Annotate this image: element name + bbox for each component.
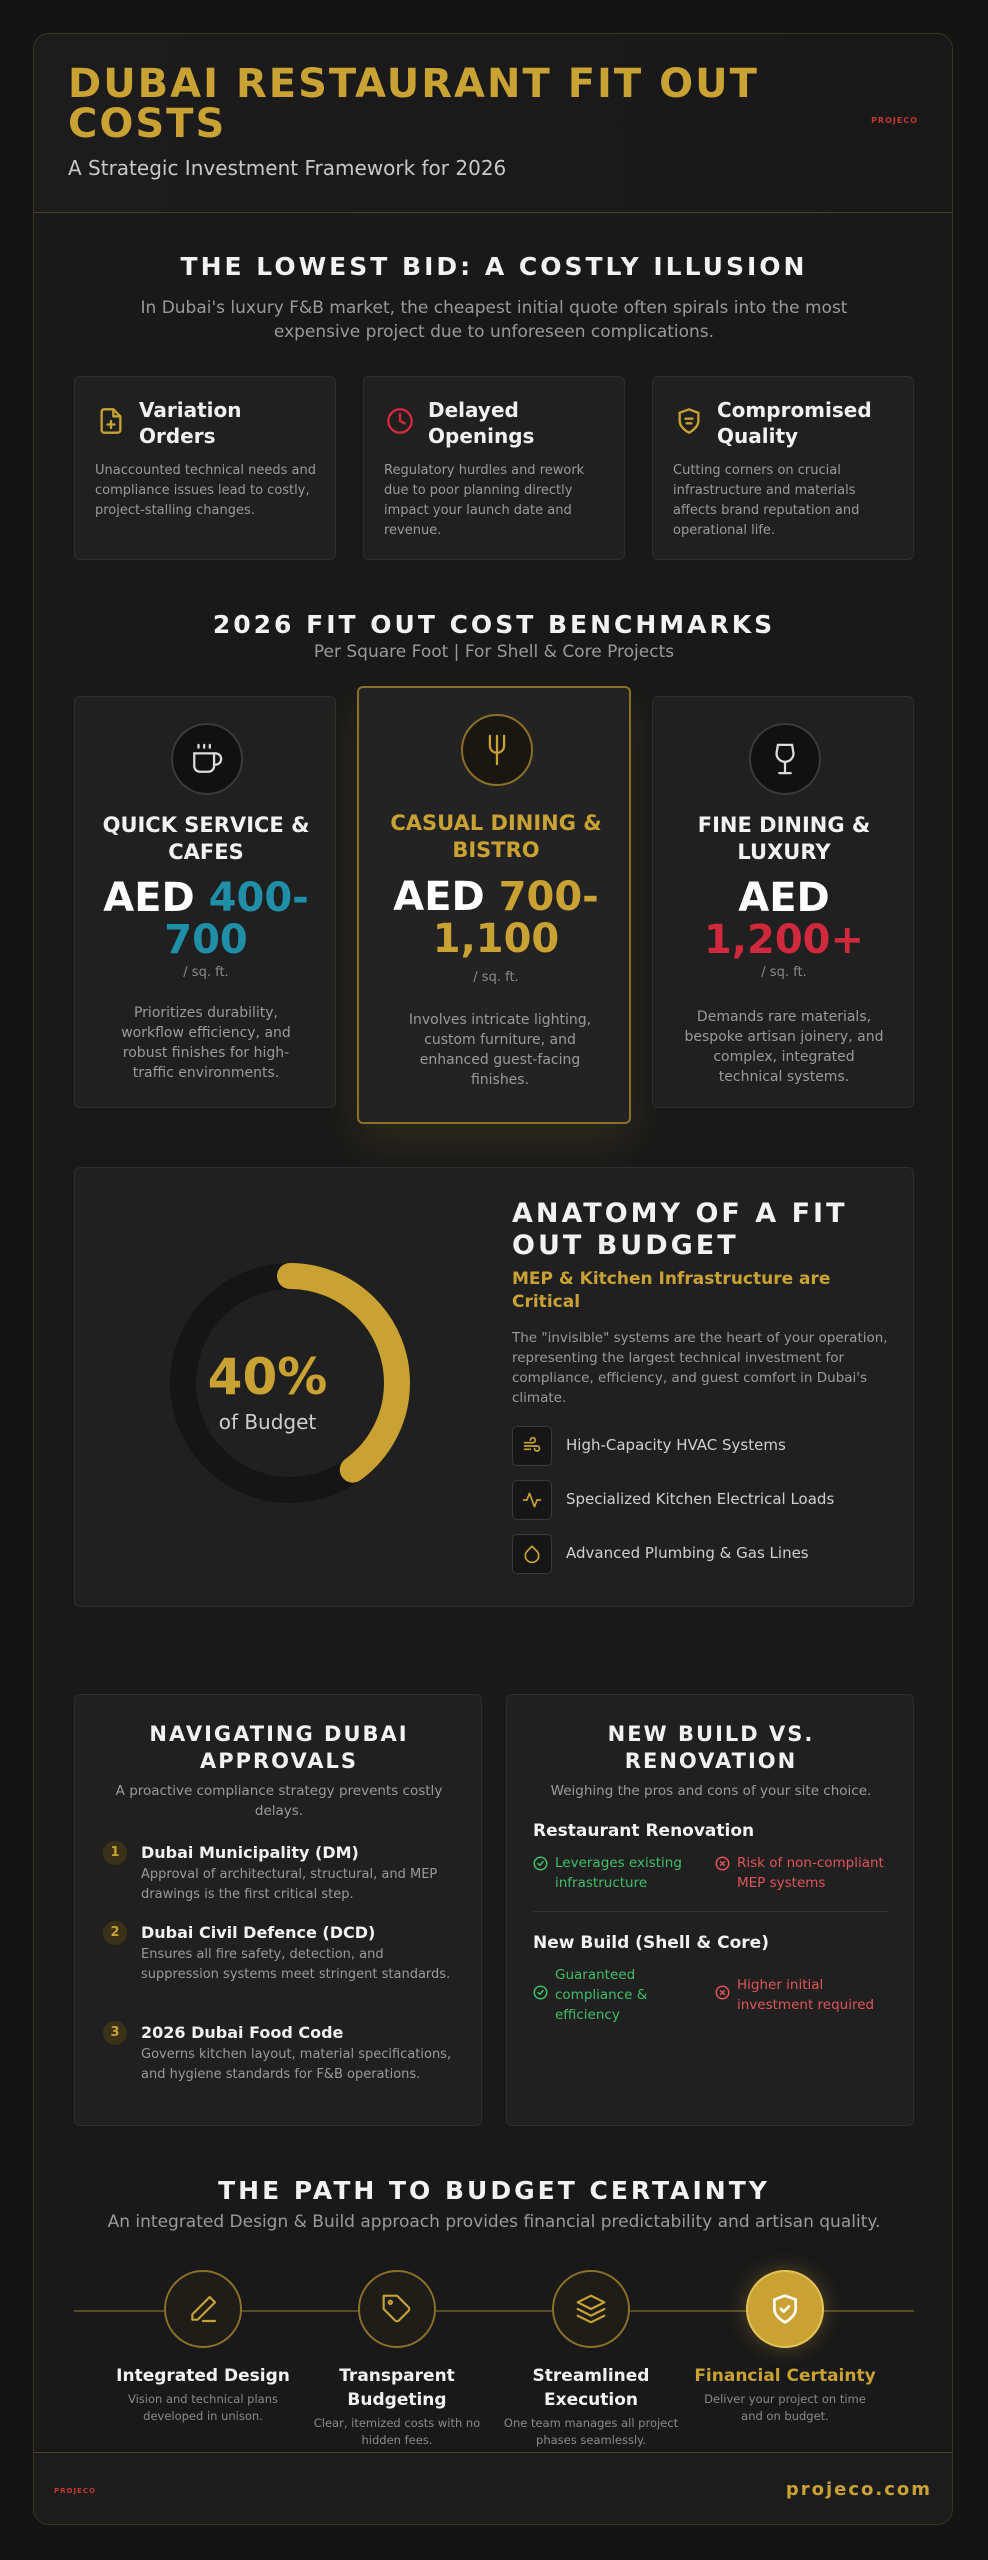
buildvs-subtitle: Weighing the pros and cons of your site choice. — [550, 1783, 872, 1799]
price-tag-icon — [381, 2293, 413, 2325]
step-title: Dubai Municipality (DM) — [141, 1843, 359, 1862]
water-drop-icon — [512, 1534, 552, 1574]
approvals-subtitle: A proactive compliance strategy prevents costly delays. — [115, 1783, 443, 1819]
benchmark-name: FINE DINING & LUXURY — [697, 813, 871, 864]
price-range: 400-700 — [164, 875, 309, 963]
step-desc: Governs kitchen layout, material specifications, and hygiene standards for F&B operations. — [141, 2047, 452, 2082]
mep-label: Advanced Plumbing & Gas Lines — [566, 1544, 809, 1562]
step-number: 2 — [103, 1921, 127, 1945]
path-step-title: Financial Certainty — [694, 2366, 876, 2386]
risk-desc: Unaccounted technical needs and compliance issues lead to costly, project-stalling changes. — [95, 463, 316, 518]
benchmark-card-quick-service — [74, 696, 336, 1108]
con-text: Higher initial investment required — [737, 1977, 875, 2013]
risk-desc: Cutting corners on crucial infrastructure and materials affects brand reputation and operational life. — [673, 463, 860, 538]
benchmark-price — [375, 876, 617, 960]
shield-check-icon — [769, 2293, 801, 2325]
benchmark-price — [85, 877, 327, 961]
benchmark-desc: Involves intricate lighting, custom furniture, and enhanced guest-facing finishes. — [408, 1012, 592, 1088]
price-prefix: AED — [393, 874, 499, 920]
wine-glass-icon — [768, 742, 802, 776]
benchmark-icon-circle — [171, 723, 243, 795]
pen-icon — [187, 2293, 219, 2325]
risk-title: Variation Orders — [139, 398, 242, 448]
footer-logo: PROJECO — [54, 2487, 96, 2495]
mep-item-hvac — [512, 1426, 892, 1466]
budget-percent-caption: of Budget — [218, 1410, 317, 1434]
benchmark-card-casual-dining — [357, 686, 631, 1124]
risk-card-variation — [74, 376, 336, 560]
path-step-title: Integrated Design — [116, 2366, 290, 2386]
check-circle-icon — [533, 1985, 548, 2000]
approvals-panel — [74, 1694, 482, 2126]
benchmark-price — [663, 877, 905, 961]
step-title: Dubai Civil Defence (DCD) — [141, 1923, 376, 1942]
benchmark-icon-circle — [749, 723, 821, 795]
infographic-frame — [33, 33, 953, 2525]
budget-percent: 40% — [207, 1348, 328, 1406]
risk-title: Delayed Openings — [428, 398, 535, 448]
path-step-title-text: Transparent Budgeting — [339, 2366, 455, 2410]
option-title: New Build (Shell & Core) — [533, 1933, 769, 1953]
check-circle-icon — [533, 1856, 548, 1871]
price-prefix: AED — [103, 875, 209, 921]
price-range: 700-1,100 — [432, 874, 599, 962]
step-desc: Ensures all fire safety, detection, and suppression systems meet stringent standards. — [141, 1947, 451, 1982]
pro-text: Guaranteed compliance & efficiency — [555, 1967, 648, 2023]
layers-icon — [575, 2293, 607, 2325]
benchmarks-title: 2026 FIT OUT COST BENCHMARKS — [212, 610, 776, 639]
price-prefix: AED — [738, 875, 830, 921]
benchmark-name: QUICK SERVICE & CAFES — [102, 813, 310, 864]
risk-title: Compromised Quality — [717, 398, 872, 448]
path-step-desc: Deliver your project on time and on budget. — [704, 2392, 866, 2423]
mep-item-electrical — [512, 1480, 892, 1520]
x-circle-icon — [715, 1985, 730, 2000]
step-desc: Approval of architectural, structural, and MEP drawings is the first critical step. — [141, 1867, 438, 1902]
risk-card-quality — [652, 376, 914, 560]
benchmarks-subtitle: Per Square Foot | For Shell & Core Projects — [313, 642, 675, 662]
path-step-title — [491, 2364, 691, 2412]
pro-text: Leverages existing infrastructure — [555, 1855, 682, 1891]
file-plus-icon — [97, 407, 125, 435]
mep-label: Specialized Kitchen Electrical Loads — [566, 1490, 835, 1508]
mep-label: High-Capacity HVAC Systems — [566, 1436, 786, 1454]
path-step-desc: Vision and technical plans developed in unison. — [128, 2392, 278, 2423]
budget-anatomy-panel — [74, 1167, 914, 1607]
anatomy-subtitle: MEP & Kitchen Infrastructure are Critical — [512, 1269, 831, 1312]
hvac-wind-icon — [512, 1426, 552, 1466]
electric-pulse-icon — [512, 1480, 552, 1520]
benchmark-desc: Prioritizes durability, workflow efficiency, and robust finishes for high-traffic environments. — [121, 1005, 291, 1081]
illusion-title: THE LOWEST BID: A COSTLY ILLUSION — [180, 252, 808, 281]
benchmark-unit: / sq. ft. — [183, 965, 229, 980]
benchmark-card-fine-dining — [652, 696, 914, 1108]
buildvs-title: NEW BUILD VS. RENOVATION — [607, 1722, 815, 1773]
page-title: DUBAI RESTAURANT FIT OUT COSTS — [68, 61, 759, 147]
path-subtitle: An integrated Design & Build approach provides financial predictability and artisan quality. — [107, 2212, 881, 2232]
path-node-budgeting — [358, 2270, 436, 2348]
step-number: 1 — [103, 1841, 127, 1865]
benchmark-desc: Demands rare materials, bespoke artisan joinery, and complex, integrated technical systems. — [684, 1009, 884, 1085]
con-text: Risk of non-compliant MEP systems — [737, 1855, 884, 1891]
step-number: 3 — [103, 2021, 127, 2045]
footer — [34, 2452, 953, 2525]
path-step-desc: Clear, itemized costs with no hidden fees. — [313, 2416, 481, 2447]
path-node-design — [164, 2270, 242, 2348]
clock-icon — [386, 407, 414, 435]
benchmark-unit: / sq. ft. — [761, 965, 807, 980]
footer-website-link[interactable]: projeco.com — [785, 2479, 932, 2500]
page-subtitle: A Strategic Investment Framework for 2026 — [68, 156, 507, 180]
path-title: THE PATH TO BUDGET CERTAINTY — [218, 2176, 770, 2205]
benchmark-icon-circle — [461, 714, 533, 786]
approvals-title: NAVIGATING DUBAI APPROVALS — [149, 1722, 409, 1773]
shield-alert-icon — [675, 407, 703, 435]
step-title: 2026 Dubai Food Code — [141, 2023, 344, 2042]
path-step-title-text: Streamlined Execution — [532, 2366, 650, 2410]
anatomy-desc: The "invisible" systems are the heart of your operation, representing the largest technical investment for compliance, efficiency, and guest comfort in Dubai's climate. — [512, 1330, 888, 1406]
anatomy-title: ANATOMY OF A FIT OUT BUDGET — [512, 1198, 848, 1261]
risk-desc: Regulatory hurdles and rework due to poor planning directly impact your launch date and revenue. — [384, 463, 585, 538]
coffee-cup-icon — [190, 742, 224, 776]
mep-item-plumbing — [512, 1534, 892, 1574]
fork-icon — [480, 733, 514, 767]
divider — [533, 1911, 887, 1912]
build-vs-renovation-panel — [506, 1694, 914, 2126]
price-range: 1,200+ — [703, 917, 865, 963]
option-title: Restaurant Renovation — [533, 1821, 755, 1841]
risk-card-delays — [363, 376, 625, 560]
x-circle-icon — [715, 1856, 730, 1871]
path-step-title — [297, 2364, 497, 2412]
path-node-execution — [552, 2270, 630, 2348]
benchmark-name: CASUAL DINING & BISTRO — [390, 811, 602, 862]
path-node-certainty — [746, 2270, 824, 2348]
benchmark-unit: / sq. ft. — [473, 970, 519, 985]
path-step-desc: One team manages all project phases seamlessly. — [503, 2416, 679, 2447]
header — [34, 34, 952, 213]
header-logo: PROJECO — [871, 116, 918, 125]
illusion-subtitle: In Dubai's luxury F&B market, the cheapest initial quote often spirals into the most expensive project due to unforeseen complications. — [140, 298, 848, 342]
